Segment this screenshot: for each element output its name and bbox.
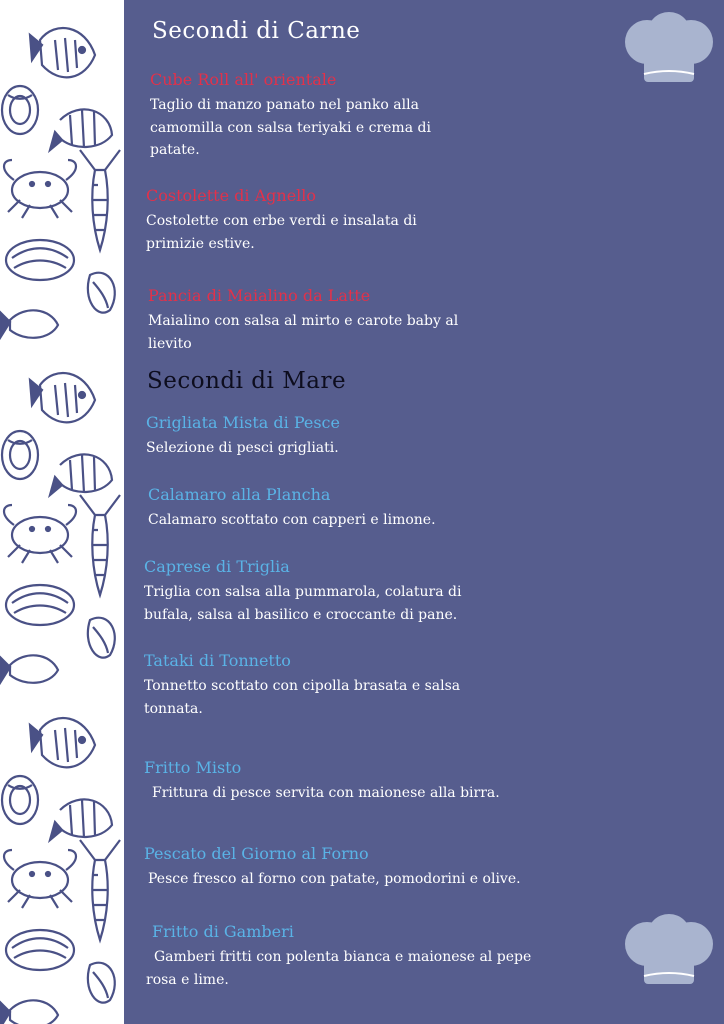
menu-item (146, 413, 546, 460)
item-description: Maialino con salsa al mirto e carote baby al lievito (148, 313, 459, 352)
item-name: Fritto di Gamberi (152, 922, 294, 941)
menu-item (148, 286, 548, 355)
item-name: Caprese di Triglia (144, 557, 290, 576)
menu-item (144, 557, 544, 626)
item-description: Selezione di pesci grigliati. (146, 440, 339, 456)
menu-item (144, 651, 544, 720)
item-name: Pescato del Giorno al Forno (144, 844, 369, 863)
item-name: Tataki di Tonnetto (144, 651, 291, 670)
menu-item (146, 922, 546, 991)
menu-content (124, 0, 724, 1024)
item-name: Cube Roll all' orientale (150, 70, 337, 89)
item-description: Pesce fresco al forno con patate, pomodorini e olive. (148, 871, 521, 887)
item-name: Grigliata Mista di Pesce (146, 413, 340, 432)
item-description: Gamberi fritti con polenta bianca e maionese al pepe rosa e lime. (146, 949, 532, 988)
menu-item (144, 844, 544, 891)
item-description: Costolette con erbe verdi e insalata di primizie estive. (146, 213, 417, 252)
item-description: Frittura di pesce servita con maionese alla birra. (152, 785, 500, 801)
item-name: Pancia di Maialino da Latte (148, 286, 371, 305)
chef-hat-icon (622, 12, 716, 86)
chef-hat-icon (622, 914, 716, 988)
menu-item (148, 485, 548, 532)
item-description: Tonnetto scottato con cipolla brasata e salsa tonnata. (144, 678, 461, 717)
seafood-pattern-panel (0, 0, 124, 1024)
item-name: Fritto Misto (144, 758, 242, 777)
section-title-carne: Secondi di Carne (152, 18, 361, 44)
menu-item (144, 758, 544, 805)
seafood-pattern-icon (0, 0, 124, 1024)
item-name: Costolette di Agnello (146, 186, 317, 205)
menu-item (146, 186, 546, 255)
menu-item (150, 70, 550, 162)
item-description: Calamaro scottato con capperi e limone. (148, 512, 436, 528)
item-description: Taglio di manzo panato nel panko alla camomilla con salsa teriyaki e crema di patate. (150, 97, 431, 158)
item-name: Calamaro alla Plancha (148, 485, 331, 504)
section-title-mare: Secondi di Mare (147, 368, 347, 394)
item-description: Triglia con salsa alla pummarola, colatura di bufala, salsa al basilico e croccante di pane. (144, 584, 462, 623)
